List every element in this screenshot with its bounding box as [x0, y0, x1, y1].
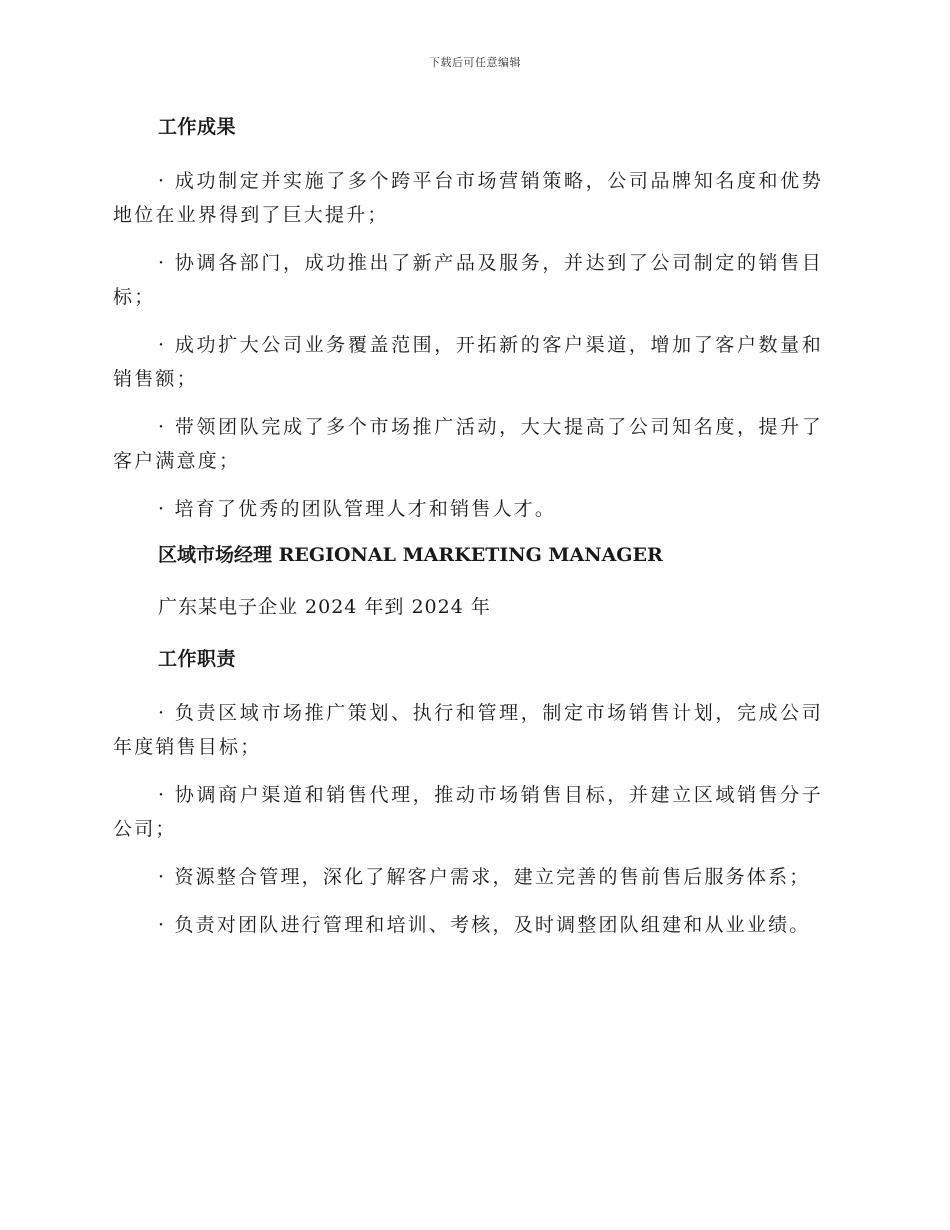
achievement-item: · 协调各部门，成功推出了新产品及服务，并达到了公司制定的销售目标； — [113, 252, 823, 308]
duty-item: · 协调商户渠道和销售代理，推动市场销售目标，并建立区域销售分子公司； — [113, 784, 823, 840]
duties-heading: 工作职责 — [158, 648, 237, 670]
achievement-item: · 培育了优秀的团队管理人才和销售人才。 — [158, 498, 557, 520]
page-header: 下载后可任意编辑 — [429, 56, 521, 69]
achievement-item: · 成功扩大公司业务覆盖范围，开拓新的客户渠道，增加了客户数量和销售额； — [113, 334, 823, 390]
duty-item: · 负责对团队进行管理和培训、考核，及时调整团队组建和从业业绩。 — [158, 914, 811, 936]
company-period: 广东某电子企业 2024 年到 2024 年 — [158, 596, 491, 618]
job-title-heading: 区域市场经理 REGIONAL MARKETING MANAGER — [158, 544, 663, 566]
duty-item: · 负责区域市场推广策划、执行和管理，制定市场销售计划，完成公司年度销售目标； — [113, 702, 823, 758]
achievement-item: · 带领团队完成了多个市场推广活动，大大提高了公司知名度，提升了客户满意度； — [113, 416, 823, 472]
document-body — [113, 112, 823, 956]
achievements-heading: 工作成果 — [158, 116, 237, 138]
duty-item: · 资源整合管理，深化了解客户需求，建立完善的售前售后服务体系； — [158, 866, 811, 888]
achievement-item: · 成功制定并实施了多个跨平台市场营销策略，公司品牌知名度和优势地位在业界得到了巨大提升； — [113, 170, 823, 226]
